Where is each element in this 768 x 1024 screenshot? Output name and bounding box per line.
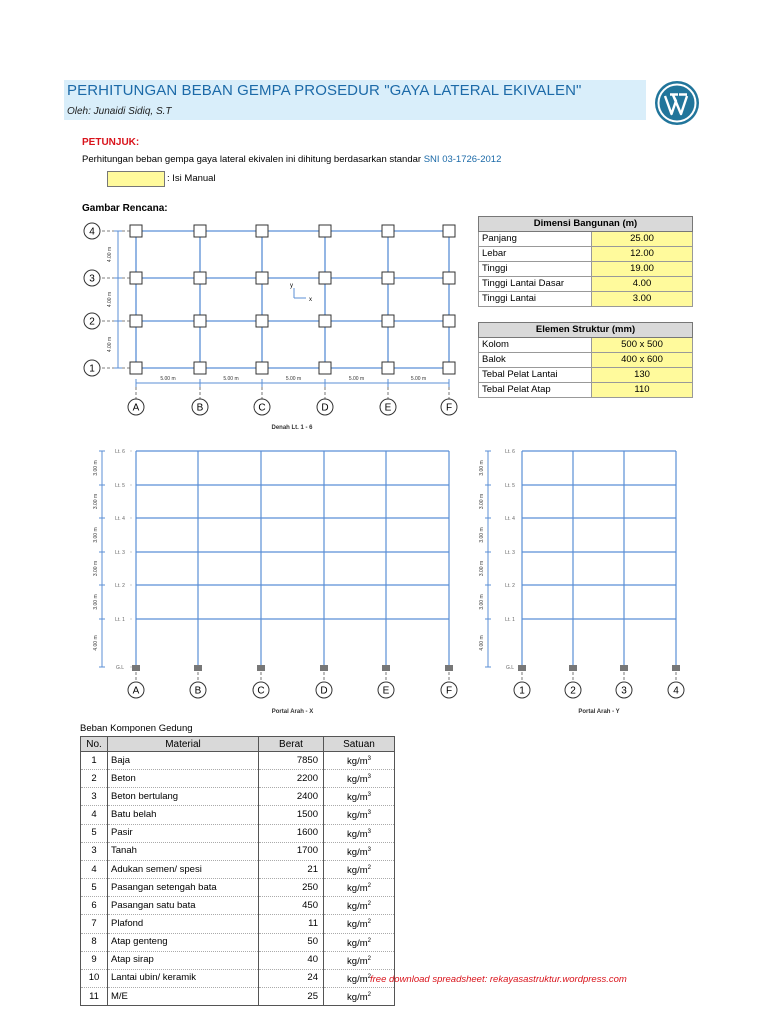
cell-satuan (324, 788, 395, 806)
elemen-label: Balok (479, 353, 592, 368)
table-row (81, 988, 395, 1006)
plan-column (319, 362, 331, 374)
unit-text: kg/m (347, 901, 368, 913)
elemen-row (479, 383, 693, 398)
elemen-label: Tebal Pelat Lantai (479, 368, 592, 383)
beban-komponen-table (80, 736, 395, 1006)
floor-plan-drawing (76, 218, 476, 434)
cell-no: 3 (81, 842, 108, 860)
cell-material: Pasir (108, 824, 259, 842)
unit-text: kg/m (347, 865, 368, 877)
cell-berat: 11 (259, 915, 324, 933)
axis-y-label: y (290, 283, 293, 289)
cell-satuan (324, 915, 395, 933)
dimensi-label: Tinggi Lantai (479, 292, 592, 307)
cell-no: 4 (81, 806, 108, 824)
plan-column (256, 225, 268, 237)
plan-column (194, 272, 206, 284)
cell-berat: 50 (259, 933, 324, 951)
manual-input-legend-swatch (107, 171, 165, 187)
level-label: Lt. 3 (115, 550, 125, 556)
unit-text: kg/m (347, 992, 368, 1004)
cell-berat: 450 (259, 897, 324, 915)
elemen-label: Tebal Pelat Atap (479, 383, 592, 398)
cell-material: Atap sirap (108, 951, 259, 969)
cell-material: Pasangan setengah bata (108, 879, 259, 897)
level-label: Lt. 6 (115, 449, 125, 455)
plan-column (130, 362, 142, 374)
column-grid-label: 3 (621, 685, 627, 697)
unit-exponent: 2 (367, 992, 371, 999)
cell-no: 7 (81, 915, 108, 933)
portal-support (382, 665, 390, 671)
level-label: G.L (115, 665, 125, 671)
gambar-rencana-label: Gambar Rencana: (82, 203, 168, 214)
dimensi-row (479, 247, 693, 262)
column-grid-label: A (132, 685, 140, 697)
dim-label-y: 4.00 m (107, 246, 113, 263)
unit-text: kg/m (347, 774, 368, 786)
col-header-no: No. (81, 737, 108, 752)
table-row (81, 788, 395, 806)
cell-no: 3 (81, 788, 108, 806)
column-grid-label: F (445, 402, 453, 414)
cell-no: 11 (81, 988, 108, 1006)
column-grid-label: B (194, 685, 202, 697)
cell-material: Plafond (108, 915, 259, 933)
level-label: Lt. 6 (505, 449, 515, 455)
level-label: Lt. 3 (505, 550, 515, 556)
plan-column (256, 362, 268, 374)
cell-satuan (324, 951, 395, 969)
elemen-value-input[interactable]: 500 x 500 (592, 338, 693, 353)
cell-berat: 2400 (259, 788, 324, 806)
storey-height-label: 3.00 m (479, 493, 485, 510)
unit-exponent: 2 (367, 973, 371, 980)
storey-height-label: 4.00 m (93, 635, 99, 651)
column-grid-label: 1 (519, 685, 525, 697)
plan-column (443, 315, 455, 327)
table-row (81, 770, 395, 788)
unit-exponent: 2 (367, 883, 371, 890)
elemen-value-input[interactable]: 400 x 600 (592, 353, 693, 368)
column-grid-label: 2 (570, 685, 576, 697)
column-grid-label: C (257, 685, 265, 697)
portal-caption: Portal Arah - Y (578, 709, 620, 715)
table-row (81, 915, 395, 933)
table-row (81, 951, 395, 969)
level-label: Lt. 5 (115, 483, 125, 489)
cell-berat: 1600 (259, 824, 324, 842)
footer-credit: free download spreadsheet: rekayasastruktur.wordpress.com (370, 974, 627, 985)
level-label: Lt. 4 (115, 516, 125, 522)
plan-column (443, 362, 455, 374)
dimensi-bangunan-table (478, 216, 693, 307)
column-grid-label: D (320, 685, 328, 697)
dimensi-value-input[interactable]: 12.00 (592, 247, 693, 262)
portal-support (132, 665, 140, 671)
plan-column (194, 315, 206, 327)
unit-exponent: 2 (367, 919, 371, 926)
cell-no: 1 (81, 752, 108, 770)
cell-satuan (324, 752, 395, 770)
unit-text: kg/m (347, 810, 368, 822)
col-header-satuan: Satuan (324, 737, 395, 752)
cell-satuan (324, 897, 395, 915)
cell-material: Baja (108, 752, 259, 770)
table-row (81, 969, 395, 987)
cell-satuan (324, 842, 395, 860)
dimensi-row (479, 292, 693, 307)
elemen-row (479, 368, 693, 383)
dim-label-x: 5.00 m (348, 376, 365, 382)
cell-berat: 24 (259, 969, 324, 987)
author-line: Oleh: Junaidi Sidiq, S.T (67, 106, 172, 117)
cell-material: M/E (108, 988, 259, 1006)
plan-column (382, 315, 394, 327)
storey-height-label: 3.00 m (479, 560, 485, 577)
storey-height-label: 4.00 m (479, 635, 485, 651)
cell-material: Beton bertulang (108, 788, 259, 806)
description-text: Perhitungan beban gempa gaya lateral ekivalen ini dihitung berdasarkan standar (82, 154, 422, 165)
unit-exponent: 2 (367, 937, 371, 944)
col-header-berat: Berat (259, 737, 324, 752)
unit-exponent: 2 (367, 955, 371, 962)
cell-satuan (324, 879, 395, 897)
portal-x-drawing (80, 440, 470, 720)
cell-berat: 21 (259, 860, 324, 878)
portal-support (445, 665, 453, 671)
unit-text: kg/m (347, 846, 368, 858)
unit-exponent: 3 (367, 828, 371, 835)
plan-column (130, 272, 142, 284)
unit-text: kg/m (347, 955, 368, 967)
cell-no: 10 (81, 969, 108, 987)
row-grid-label: 1 (89, 363, 95, 375)
dimensi-row (479, 277, 693, 292)
unit-text: kg/m (347, 828, 368, 840)
cell-berat: 7850 (259, 752, 324, 770)
col-header-material: Material (108, 737, 259, 752)
portal-support (257, 665, 265, 671)
unit-text: kg/m (347, 974, 368, 986)
dim-label-x: 5.00 m (160, 376, 176, 382)
row-grid-label: 3 (89, 273, 95, 285)
portal-support (320, 665, 328, 671)
dimensi-value-input[interactable]: 25.00 (592, 232, 693, 247)
unit-text: kg/m (347, 937, 368, 949)
plan-column (319, 315, 331, 327)
dimensi-value-input[interactable]: 19.00 (592, 262, 693, 277)
portal-caption: Portal Arah - X (271, 709, 314, 715)
cell-berat: 250 (259, 879, 324, 897)
plan-column (194, 225, 206, 237)
portal-support (620, 665, 628, 671)
plan-column (130, 315, 142, 327)
plan-column (319, 225, 331, 237)
cell-satuan (324, 824, 395, 842)
axis-x-label: x (309, 297, 312, 303)
cell-material: Pasangan satu bata (108, 897, 259, 915)
cell-no: 4 (81, 860, 108, 878)
level-label: G.L (505, 665, 515, 671)
cell-material: Batu belah (108, 806, 259, 824)
unit-text: kg/m (347, 883, 368, 895)
unit-exponent: 3 (367, 774, 371, 781)
dim-label-y: 4.00 m (107, 336, 113, 353)
dimensi-label: Lebar (479, 247, 592, 262)
storey-height-label: 3.00 m (93, 493, 99, 510)
table-row (81, 824, 395, 842)
table-row (81, 933, 395, 951)
plan-column (382, 362, 394, 374)
column-grid-label: E (382, 685, 390, 697)
storey-height-label: 3.00 m (93, 560, 99, 577)
storey-height-label: 3.00 m (479, 460, 485, 476)
standard-reference: SNI 03-1726-2012 (423, 154, 502, 165)
cell-material: Adukan semen/ spesi (108, 860, 259, 878)
dimensi-row (479, 262, 693, 277)
unit-exponent: 3 (367, 756, 371, 762)
cell-berat: 2200 (259, 770, 324, 788)
unit-exponent: 2 (367, 864, 371, 871)
cell-material: Beton (108, 770, 259, 788)
elemen-value-input[interactable]: 130 (592, 368, 693, 383)
storey-height-label: 3.00 m (93, 594, 99, 610)
column-grid-label: A (132, 402, 140, 414)
column-grid-label: B (196, 402, 204, 414)
cell-satuan (324, 770, 395, 788)
dimensi-label: Tinggi Lantai Dasar (479, 277, 592, 292)
cell-berat: 40 (259, 951, 324, 969)
cell-no: 6 (81, 897, 108, 915)
page-title: PERHITUNGAN BEBAN GEMPA PROSEDUR "GAYA LATERAL EKIVALEN" (67, 82, 582, 99)
portal-support (194, 665, 202, 671)
dimensi-label: Tinggi (479, 262, 592, 277)
level-label: Lt. 2 (115, 583, 125, 589)
unit-exponent: 3 (367, 810, 371, 817)
column-grid-label: F (445, 685, 453, 697)
petunjuk-description (82, 154, 501, 165)
wordpress-logo-icon (654, 80, 700, 126)
table-row (81, 860, 395, 878)
dimensi-label: Panjang (479, 232, 592, 247)
storey-height-label: 3.00 m (93, 460, 99, 476)
elemen-row (479, 338, 693, 353)
dim-label-x: 5.00 m (285, 376, 302, 382)
unit-exponent: 3 (367, 846, 371, 853)
elemen-row (479, 353, 693, 368)
cell-no: 8 (81, 933, 108, 951)
table-row (81, 752, 395, 770)
beban-title: Beban Komponen Gedung (80, 723, 193, 734)
portal-support (518, 665, 526, 671)
elemen-struktur-table (478, 322, 693, 398)
level-label: Lt. 5 (505, 483, 515, 489)
row-grid-label: 4 (89, 226, 95, 238)
storey-height-label: 3.00 m (479, 594, 485, 610)
cell-satuan (324, 860, 395, 878)
manual-input-legend-label: : Isi Manual (167, 173, 216, 184)
cell-berat: 1700 (259, 842, 324, 860)
plan-column (382, 272, 394, 284)
cell-material: Atap genteng (108, 933, 259, 951)
plan-column (443, 272, 455, 284)
elemen-label: Kolom (479, 338, 592, 353)
level-label: Lt. 1 (115, 617, 125, 623)
column-grid-label: 4 (673, 685, 679, 697)
portal-support (672, 665, 680, 671)
row-grid-label: 2 (89, 316, 95, 328)
plan-caption: Denah Lt. 1 - 6 (271, 425, 313, 431)
dimensi-value-input[interactable]: 3.00 (592, 292, 693, 307)
column-grid-label: D (321, 402, 329, 414)
dimensi-value-input[interactable]: 4.00 (592, 277, 693, 292)
cell-material: Tanah (108, 842, 259, 860)
plan-column (382, 225, 394, 237)
level-label: Lt. 1 (505, 617, 515, 623)
plan-column (256, 315, 268, 327)
plan-column (194, 362, 206, 374)
storey-height-label: 3.00 m (479, 527, 485, 543)
dim-label-x: 5.00 m (410, 376, 427, 382)
unit-text: kg/m (347, 919, 368, 931)
plan-column (130, 225, 142, 237)
cell-berat: 25 (259, 988, 324, 1006)
dim-label-y: 4.00 m (107, 291, 113, 308)
storey-height-label: 3.00 m (93, 527, 99, 543)
cell-berat: 1500 (259, 806, 324, 824)
dim-label-x: 5.00 m (223, 376, 239, 382)
cell-material: Lantai ubin/ keramik (108, 969, 259, 987)
level-label: Lt. 2 (505, 583, 515, 589)
table-row (81, 897, 395, 915)
plan-column (443, 225, 455, 237)
table-row (81, 842, 395, 860)
dimensi-title: Dimensi Bangunan (m) (479, 217, 693, 232)
cell-no: 5 (81, 824, 108, 842)
cell-no: 9 (81, 951, 108, 969)
unit-text: kg/m (347, 792, 368, 804)
plan-column (256, 272, 268, 284)
plan-column (319, 272, 331, 284)
unit-exponent: 3 (367, 792, 371, 799)
column-grid-label: E (384, 402, 392, 414)
elemen-value-input[interactable]: 110 (592, 383, 693, 398)
elemen-title: Elemen Struktur (mm) (479, 323, 693, 338)
cell-satuan (324, 806, 395, 824)
unit-text: kg/m (347, 756, 368, 768)
cell-no: 2 (81, 770, 108, 788)
level-label: Lt. 4 (505, 516, 515, 522)
cell-satuan (324, 988, 395, 1006)
portal-y-drawing (474, 440, 694, 720)
table-row (81, 806, 395, 824)
cell-satuan (324, 933, 395, 951)
table-row (81, 879, 395, 897)
column-grid-label: C (258, 402, 266, 414)
cell-no: 5 (81, 879, 108, 897)
portal-support (569, 665, 577, 671)
unit-exponent: 2 (367, 901, 371, 908)
dimensi-row (479, 232, 693, 247)
petunjuk-label: PETUNJUK: (82, 137, 140, 148)
